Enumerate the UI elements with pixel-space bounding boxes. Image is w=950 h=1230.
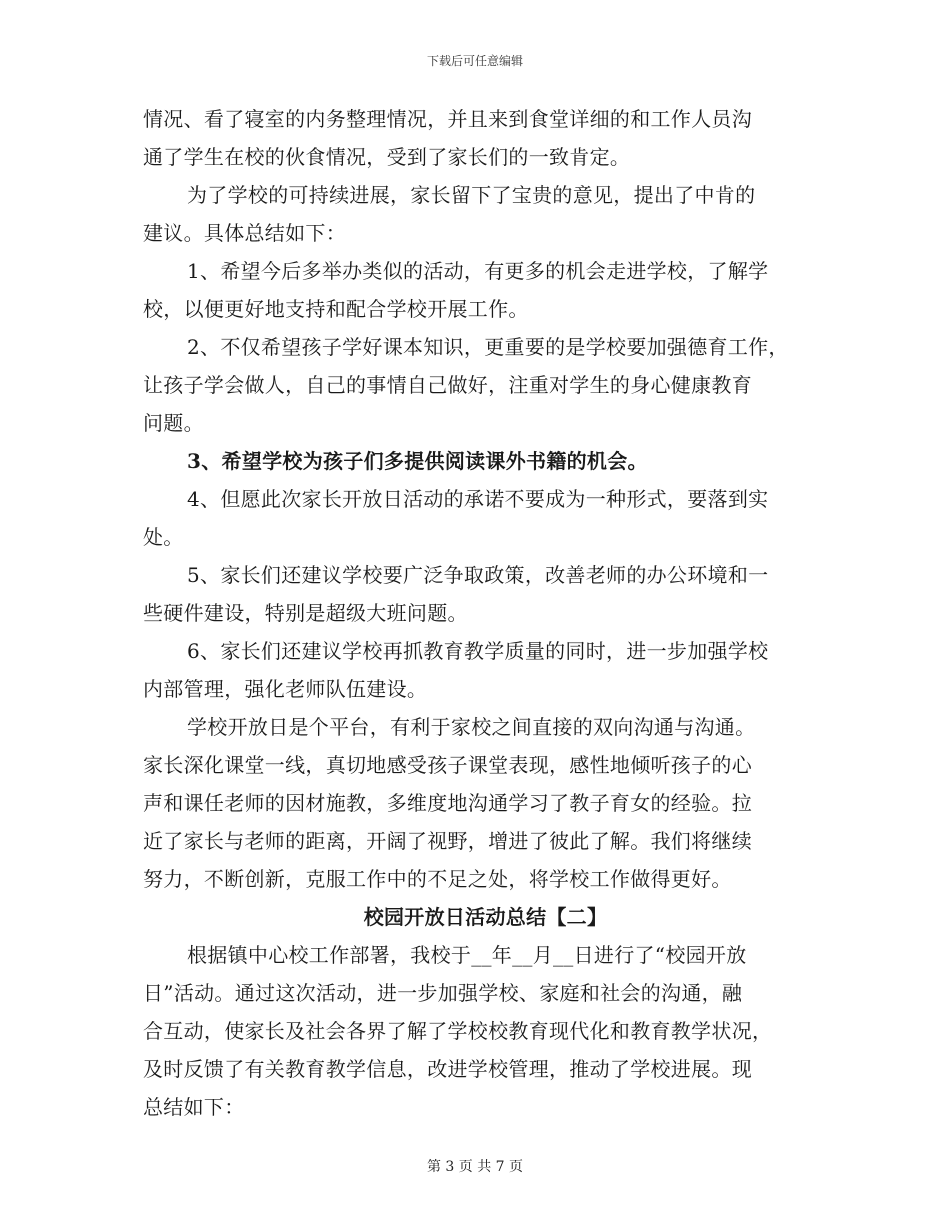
body-line: 近了家长与老师的距离，开阔了视野，增进了彼此了解。我们将继续 <box>143 829 752 853</box>
body-line: 通了学生在校的伙食情况，受到了家长们的一致肯定。 <box>143 145 631 169</box>
document-body <box>143 100 808 1126</box>
body-line: 建议。具体总结如下： <box>143 221 346 245</box>
body-line: 及时反馈了有关教育教学信息，改进学校管理，推动了学校进展。现 <box>143 1057 752 1081</box>
list-item-4: 4、但愿此次家长开放日活动的承诺不要成为一种形式，要落到实 <box>187 487 769 511</box>
list-item-5: 5、家长们还建议学校要广泛争取政策，改善老师的办公环境和一 <box>187 563 769 587</box>
list-item-2: 2、不仅希望孩子学好课本知识，更重要的是学校要加强德育工作， <box>187 335 789 359</box>
body-line: 家长深化课堂一线，真切地感受孩子课堂表现，感性地倾听孩子的心 <box>143 753 752 777</box>
body-line: 合互动，使家长及社会各界了解了学校校教育现代化和教育教学状况， <box>143 1019 773 1043</box>
body-line: 问题。 <box>143 411 204 435</box>
list-item-3: 3、希望学校为孩子们多提供阅读课外书籍的机会。 <box>187 449 648 473</box>
body-line: 让孩子学会做人，自己的事情自己做好，注重对学生的身心健康教育 <box>143 373 752 397</box>
body-line: 总结如下： <box>143 1095 245 1119</box>
body-line: 努力，不断创新，克服工作中的不足之处，将学校工作做得更好。 <box>143 867 732 891</box>
section-title: 校园开放日活动总结【二】 <box>363 905 608 929</box>
page-header: 下载后可任意编辑 <box>426 54 523 68</box>
body-line: 学校开放日是个平台，有利于家校之间直接的双向沟通与沟通。 <box>187 715 756 739</box>
body-line: 些硬件建设，特别是超级大班问题。 <box>143 601 468 625</box>
body-line: 声和课任老师的因材施教，多维度地沟通学习了教子育女的经验。拉 <box>143 791 752 815</box>
body-line: 处。 <box>143 525 184 549</box>
body-line: 为了学校的可持续进展，家长留下了宝贵的意见，提出了中肯的 <box>187 183 756 207</box>
body-line: 内部管理，强化老师队伍建设。 <box>143 677 428 701</box>
body-line: 根据镇中心校工作部署，我校于__年__月__日进行了“校园开放 <box>187 943 747 967</box>
list-item-6: 6、家长们还建议学校再抓教育教学质量的同时，进一步加强学校 <box>187 639 769 663</box>
list-item-1: 1、希望今后多举办类似的活动，有更多的机会走进学校，了解学 <box>187 259 769 283</box>
page-number-footer: 第 3 页 共 7 页 <box>426 1159 524 1175</box>
body-line: 情况、看了寝室的内务整理情况，并且来到食堂详细的和工作人员沟 <box>143 107 752 131</box>
body-line: 校，以便更好地支持和配合学校开展工作。 <box>143 297 529 321</box>
body-line: 日”活动。通过这次活动，进一步加强学校、家庭和社会的沟通，融 <box>143 981 743 1005</box>
